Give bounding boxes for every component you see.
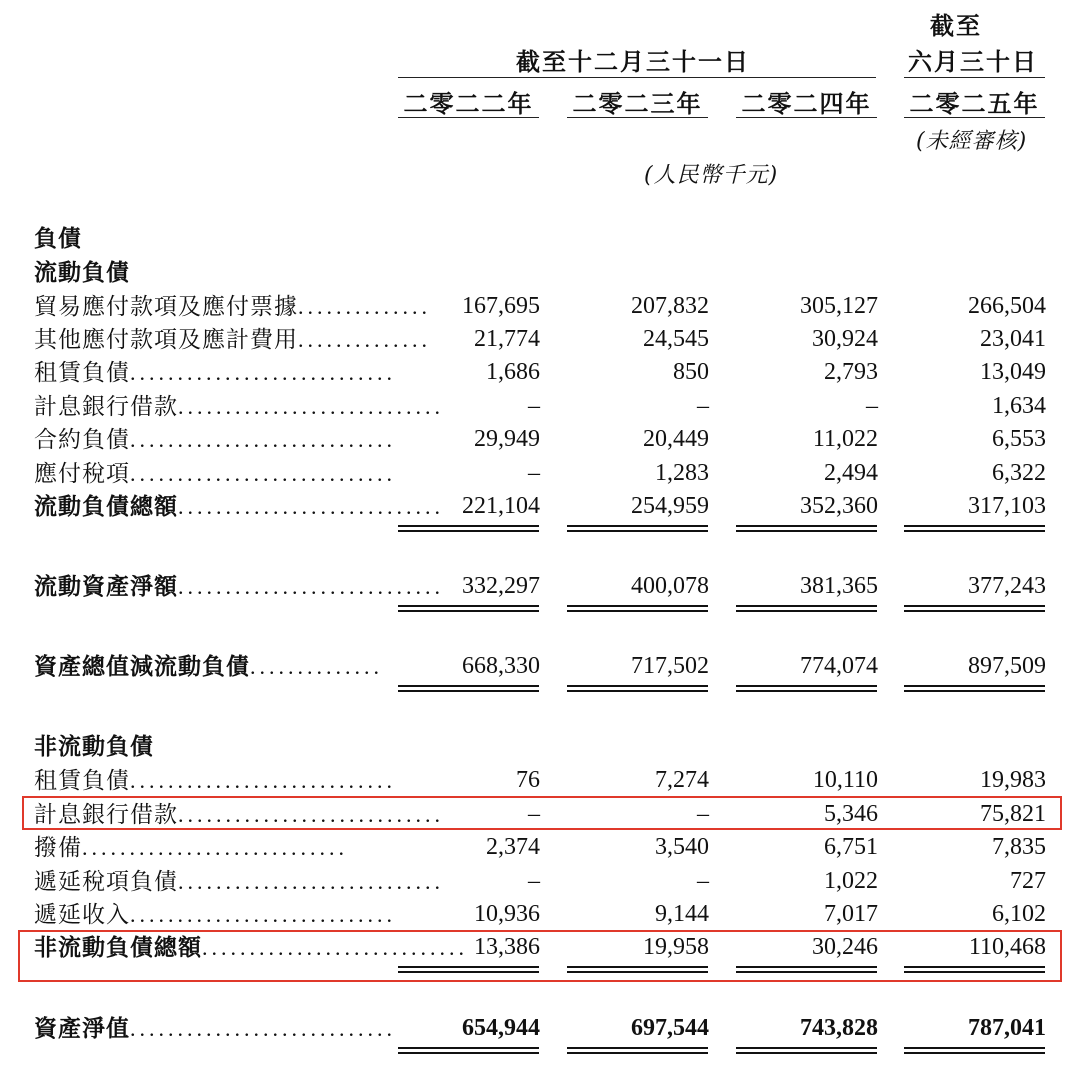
double-rule: [567, 685, 708, 692]
double-rule: [904, 525, 1045, 532]
row-label: 應付稅項............................: [34, 461, 396, 487]
row-net-current-assets: [0, 570, 1080, 603]
cell-2024: 2,494: [824, 460, 878, 486]
year-2023-underline: [567, 117, 708, 118]
row-label: 計息銀行借款............................: [34, 802, 444, 828]
double-rule: [398, 1047, 539, 1054]
double-rule: [736, 1047, 877, 1054]
cell-2022: 10,936: [474, 901, 540, 927]
cell-2023: 9,144: [655, 901, 709, 927]
cell-2022: 167,695: [462, 293, 540, 319]
cell-2023: 697,544: [631, 1015, 709, 1041]
cell-2024: 10,110: [812, 767, 878, 793]
cell-2022: 13,386: [474, 934, 540, 960]
cell-2022: –: [528, 393, 540, 419]
double-rule: [567, 525, 708, 532]
cell-2023: 19,958: [643, 934, 709, 960]
row-label: 貿易應付款項及應付票據..............: [34, 294, 431, 320]
row-label: 租賃負債............................: [34, 360, 396, 386]
cell-2025: 75,821: [980, 801, 1046, 827]
cell-2025: 1,634: [992, 393, 1046, 419]
cell-2023: 207,832: [631, 293, 709, 319]
row-lease-liabilities-current: [0, 356, 1080, 389]
year-2022-header: 二零二二年: [403, 89, 534, 118]
row-other-payables: [0, 323, 1080, 356]
cell-2022: –: [528, 801, 540, 827]
cell-2024: 6,751: [824, 834, 878, 860]
cell-2025: 377,243: [968, 573, 1046, 599]
row-provisions: [0, 831, 1080, 864]
double-rule: [904, 685, 1045, 692]
row-total-current-liabilities: [0, 490, 1080, 523]
cell-2022: 332,297: [462, 573, 540, 599]
cell-2022: 76: [516, 767, 540, 793]
cell-2022: 2,374: [486, 834, 540, 860]
row-contract-liabilities: [0, 423, 1080, 456]
double-rule: [567, 605, 708, 612]
cell-2024: 774,074: [800, 653, 878, 679]
last-col-underline: [904, 77, 1045, 78]
cell-2025: 6,322: [992, 460, 1046, 486]
highlight-box-total-noncurrent: [18, 930, 1062, 982]
cell-2024: 11,022: [812, 426, 878, 452]
row-label: 遞延稅項負債............................: [34, 869, 444, 895]
row-lease-liabilities-noncurrent: [0, 764, 1080, 797]
cell-2023: 24,545: [643, 326, 709, 352]
cell-2022: 1,686: [486, 359, 540, 385]
cell-2024: 352,360: [800, 493, 878, 519]
cell-2024: 305,127: [800, 293, 878, 319]
row-total-assets-less-current-liabilities: [0, 650, 1080, 683]
year-2025-header: 二零二五年: [909, 89, 1040, 118]
unaudited-note: (未經審核): [916, 129, 1028, 154]
cell-2023: –: [697, 393, 709, 419]
cell-2025: 7,835: [992, 834, 1046, 860]
double-rule: [736, 605, 877, 612]
double-rule: [398, 685, 539, 692]
unit-note: (人民幣千元): [644, 163, 779, 188]
cell-2024: 1,022: [824, 868, 878, 894]
row-bank-loans-current: [0, 390, 1080, 423]
last-col-title-line2: 六月三十日: [908, 47, 1038, 76]
double-rule: [567, 1047, 708, 1054]
cell-2023: 1,283: [655, 460, 709, 486]
row-label: 計息銀行借款............................: [34, 394, 444, 420]
double-rule: [398, 605, 539, 612]
year-2023-header: 二零二三年: [572, 89, 703, 118]
last-col-title-line1: 截至: [930, 11, 982, 40]
double-rule: [904, 1047, 1045, 1054]
cell-2024: 7,017: [824, 901, 878, 927]
row-label: 流動負債總額............................: [34, 493, 444, 520]
cell-2023: 254,959: [631, 493, 709, 519]
cell-2025: 6,553: [992, 426, 1046, 452]
cell-2023: –: [697, 801, 709, 827]
cell-2024: 30,246: [812, 934, 878, 960]
cell-2025: 23,041: [980, 326, 1046, 352]
cell-2025: 787,041: [968, 1015, 1046, 1041]
cell-2024: 5,346: [824, 801, 878, 827]
cell-2022: 29,949: [474, 426, 540, 452]
cell-2025: 110,468: [968, 934, 1046, 960]
section-non-current-liabilities: 非流動負債: [34, 733, 154, 760]
cell-2024: 30,924: [812, 326, 878, 352]
year-2022-underline: [398, 117, 539, 118]
row-net-assets: [0, 1012, 1080, 1045]
section-liabilities: 負債: [34, 225, 82, 252]
row-deferred-tax-liabilities: [0, 865, 1080, 898]
cell-2025: 727: [1010, 868, 1046, 894]
double-rule: [398, 525, 539, 532]
cell-2025: 13,049: [980, 359, 1046, 385]
row-label: 撥備............................: [34, 835, 348, 861]
row-trade-payables: [0, 290, 1080, 323]
cell-2025: 266,504: [968, 293, 1046, 319]
cell-2023: –: [697, 868, 709, 894]
cell-2022: 654,944: [462, 1015, 540, 1041]
row-label: 非流動負債總額............................: [34, 934, 468, 961]
double-rule: [736, 525, 877, 532]
cell-2025: 19,983: [980, 767, 1046, 793]
row-label: 流動資產淨額............................: [34, 573, 444, 600]
cell-2023: 3,540: [655, 834, 709, 860]
cell-2022: 21,774: [474, 326, 540, 352]
group-underline: [398, 77, 876, 78]
cell-2022: 668,330: [462, 653, 540, 679]
row-deferred-income: [0, 898, 1080, 931]
cell-2024: 743,828: [800, 1015, 878, 1041]
row-label: 資產淨值............................: [34, 1015, 396, 1042]
cell-2023: 20,449: [643, 426, 709, 452]
row-tax-payable: [0, 457, 1080, 490]
row-label: 資產總值減流動負債..............: [34, 653, 383, 680]
cell-2024: 2,793: [824, 359, 878, 385]
cell-2023: 400,078: [631, 573, 709, 599]
cell-2022: –: [528, 460, 540, 486]
highlight-box-bank-loans: [22, 796, 1062, 830]
cell-2025: 6,102: [992, 901, 1046, 927]
year-end-group-title: 截至十二月三十一日: [516, 47, 750, 76]
cell-2023: 850: [673, 359, 709, 385]
row-label: 合約負債............................: [34, 427, 396, 453]
row-label: 其他應付款項及應計費用..............: [34, 327, 431, 353]
cell-2024: 381,365: [800, 573, 878, 599]
cell-2023: 717,502: [631, 653, 709, 679]
year-2024-header: 二零二四年: [741, 89, 872, 118]
double-rule: [904, 605, 1045, 612]
section-current-liabilities: 流動負債: [34, 259, 130, 286]
cell-2022: –: [528, 868, 540, 894]
cell-2022: 221,104: [462, 493, 540, 519]
year-2025-underline: [904, 117, 1045, 118]
year-2024-underline: [736, 117, 877, 118]
row-label: 遞延收入............................: [34, 902, 396, 928]
cell-2025: 317,103: [968, 493, 1046, 519]
row-label: 租賃負債............................: [34, 768, 396, 794]
double-rule: [736, 685, 877, 692]
cell-2025: 897,509: [968, 653, 1046, 679]
cell-2024: –: [866, 393, 878, 419]
cell-2023: 7,274: [655, 767, 709, 793]
